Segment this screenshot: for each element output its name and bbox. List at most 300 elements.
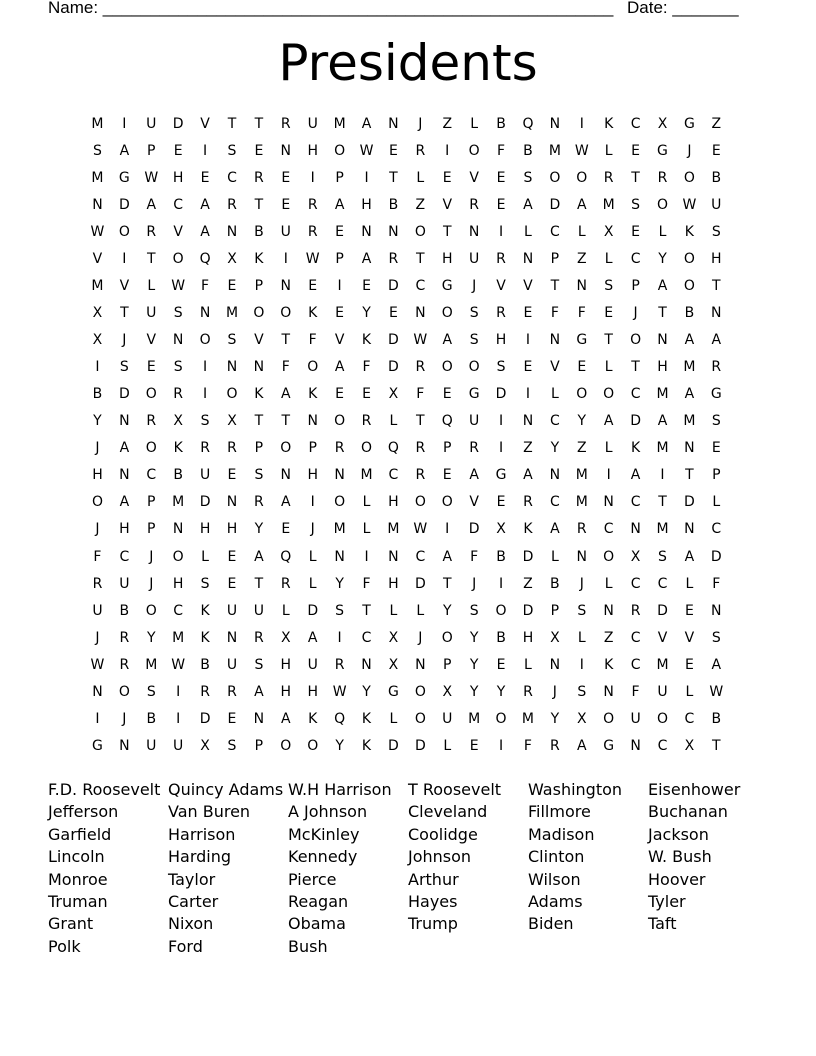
grid-cell: R [523, 494, 533, 511]
grid-cell: X [442, 683, 453, 700]
grid-cell: L [308, 575, 317, 592]
grid-cell: V [523, 278, 533, 295]
grid-cell: H [361, 197, 372, 214]
grid-cell: B [523, 143, 533, 160]
grid-cell: J [122, 710, 127, 727]
grid-cell: L [470, 116, 479, 132]
word-list-item: Harrison [168, 824, 236, 844]
grid-cell: R [227, 683, 237, 700]
word-list-item: Kennedy [288, 847, 358, 867]
grid-cell: X [603, 224, 614, 241]
grid-cell: B [119, 602, 130, 619]
grid-cell: K [200, 629, 210, 646]
grid-cell: O [280, 737, 292, 754]
grid-cell: M [656, 386, 669, 403]
grid-cell: Z [523, 440, 533, 457]
grid-cell: B [200, 656, 210, 673]
grid-cell: K [630, 440, 641, 457]
word-list-item: F.D. Roosevelt [48, 780, 161, 799]
grid-cell: F [281, 359, 290, 376]
grid-cell: K [173, 440, 183, 457]
grid-cell: W [359, 143, 374, 160]
grid-cell: N [226, 224, 238, 241]
grid-cell: R [227, 440, 237, 457]
grid-cell: T [254, 575, 264, 592]
grid-cell: T [550, 278, 560, 295]
grid-cell: L [389, 413, 398, 430]
word-list-item: Washington [528, 780, 623, 799]
grid-cell: D [388, 278, 399, 295]
word-list-item: Wilson [528, 869, 581, 889]
grid-cell: L [604, 359, 613, 376]
word-list-item: Cleveland [408, 802, 488, 822]
grid-cell: O [118, 683, 130, 700]
grid-cell: A [361, 116, 372, 132]
grid-cell: E [442, 386, 452, 403]
word-list-item: Eisenhower [648, 780, 741, 799]
grid-cell: T [712, 737, 721, 754]
grid-cell: N [253, 710, 265, 727]
grid-cell: C [630, 656, 641, 673]
grid-cell: M [548, 143, 561, 160]
grid-cell: R [549, 737, 560, 754]
grid-cell: A [657, 413, 668, 430]
grid-cell: K [684, 224, 694, 241]
grid-cell: V [550, 359, 560, 376]
grid-cell: P [147, 143, 156, 160]
grid-cell: N [226, 494, 238, 511]
word-list-item: Coolidge [408, 824, 478, 844]
grid-cell: O [683, 251, 695, 268]
grid-cell: W [682, 197, 697, 214]
grid-cell: A [146, 197, 157, 214]
grid-cell: P [335, 251, 344, 268]
grid-cell: M [521, 710, 534, 727]
grid-cell: U [711, 197, 722, 214]
date-field-label: Date: _______ [627, 0, 739, 17]
grid-cell: E [496, 494, 506, 511]
grid-cell: N [711, 602, 722, 619]
grid-cell: Y [469, 656, 479, 673]
grid-cell: E [335, 305, 345, 322]
grid-cell: H [199, 521, 211, 538]
grid-cell: A [254, 683, 264, 700]
grid-cell: V [469, 494, 479, 511]
grid-cell: X [657, 116, 668, 132]
grid-cell: M [225, 305, 239, 322]
grid-cell: M [656, 656, 669, 673]
grid-cell: N [361, 224, 372, 241]
grid-cell: F [577, 305, 586, 322]
grid-cell: E [711, 440, 721, 457]
grid-cell: D [388, 359, 399, 376]
grid-cell: O [334, 413, 346, 430]
grid-cell: M [333, 521, 346, 538]
grid-cell: N [388, 548, 399, 565]
grid-cell: O [118, 224, 130, 241]
grid-cell: A [684, 386, 695, 403]
grid-cell: B [496, 629, 506, 646]
grid-cell: R [415, 359, 426, 376]
grid-cell: L [416, 602, 425, 619]
grid-cell: O [199, 332, 211, 349]
grid-cell: N [576, 278, 587, 295]
grid-cell: M [575, 494, 588, 511]
grid-cell: U [146, 305, 157, 322]
grid-cell: E [442, 170, 452, 187]
word-list-item: Adams [528, 891, 583, 911]
grid-cell: T [631, 170, 640, 187]
grid-cell: O [441, 359, 453, 376]
grid-cell: S [335, 602, 345, 619]
grid-cell: X [388, 386, 399, 403]
grid-cell: M [91, 116, 104, 132]
grid-cell: C [711, 521, 722, 538]
grid-cell: P [443, 440, 452, 457]
grid-cell: D [307, 602, 319, 619]
grid-cell: H [307, 467, 318, 484]
grid-cell: N [630, 737, 641, 754]
grid-cell: D [388, 332, 399, 349]
grid-cell: G [92, 737, 103, 754]
grid-cell: K [604, 116, 614, 132]
grid-cell: A [523, 467, 533, 484]
grid-cell: A [361, 251, 372, 268]
grid-cell: E [684, 602, 694, 619]
grid-cell: O [441, 494, 453, 511]
grid-cell: E [362, 278, 371, 295]
grid-cell: O [495, 602, 507, 619]
grid-cell: Y [550, 440, 560, 457]
grid-cell: C [388, 467, 399, 484]
grid-cell: M [360, 467, 373, 484]
grid-cell: J [687, 143, 692, 160]
grid-cell: I [203, 359, 208, 376]
grid-cell: G [387, 683, 399, 700]
grid-cell: I [606, 467, 611, 484]
grid-cell: J [418, 116, 423, 132]
grid-cell: A [576, 737, 587, 754]
grid-cell: Z [576, 440, 587, 457]
grid-cell: U [307, 656, 318, 673]
grid-cell: A [576, 197, 587, 214]
grid-cell: J [579, 575, 584, 592]
grid-cell: E [388, 143, 398, 160]
grid-cell: S [227, 332, 237, 349]
grid-cell: N [684, 521, 695, 538]
grid-cell: A [307, 629, 318, 646]
grid-cell: A [334, 359, 345, 376]
grid-cell: D [710, 548, 722, 565]
grid-cell: S [469, 602, 479, 619]
grid-cell: B [496, 548, 506, 565]
grid-cell: N [522, 413, 534, 430]
grid-cell: D [199, 710, 211, 727]
grid-cell: L [577, 629, 586, 646]
grid-cell: N [549, 656, 561, 673]
grid-cell: B [496, 116, 506, 132]
grid-cell: A [523, 197, 533, 214]
grid-cell: K [254, 251, 264, 268]
grid-cell: O [307, 359, 319, 376]
grid-cell: M [575, 467, 588, 484]
grid-cell: T [389, 170, 398, 187]
grid-cell: S [711, 413, 721, 430]
grid-cell: P [443, 656, 452, 673]
grid-cell: E [227, 710, 237, 727]
word-list-item: Quincy Adams [168, 780, 284, 799]
word-list-item: Truman [48, 891, 108, 911]
grid-cell: D [414, 575, 426, 592]
grid-cell: M [683, 413, 696, 430]
grid-cell: A [119, 143, 130, 160]
grid-cell: U [442, 710, 453, 727]
grid-cell: M [683, 359, 696, 376]
grid-cell: F [362, 359, 371, 376]
grid-cell: S [711, 629, 721, 646]
grid-cell: I [283, 251, 288, 268]
grid-cell: P [254, 440, 264, 457]
grid-cell: A [281, 494, 291, 511]
grid-cell: J [472, 575, 477, 592]
grid-cell: F [308, 332, 317, 349]
grid-cell: I [579, 656, 584, 673]
grid-cell: E [604, 305, 614, 322]
word-list-item: Monroe [48, 869, 108, 889]
grid-cell: E [281, 170, 291, 187]
grid-cell: O [683, 278, 695, 295]
grid-cell: L [685, 575, 694, 592]
grid-cell: N [388, 116, 399, 132]
grid-cell: L [604, 575, 613, 592]
grid-cell: Q [522, 116, 534, 132]
grid-cell: G [710, 386, 722, 403]
grid-cell: I [176, 683, 181, 700]
grid-cell: T [658, 305, 667, 322]
grid-cell: C [173, 602, 184, 619]
grid-cell: A [711, 656, 722, 673]
grid-cell: N [334, 467, 345, 484]
grid-cell: B [173, 467, 183, 484]
grid-cell: N [603, 494, 614, 511]
grid-cell: Y [469, 629, 479, 646]
grid-cell: U [657, 683, 668, 700]
grid-cell: L [416, 170, 425, 187]
grid-cell: R [173, 386, 184, 403]
grid-cell: T [442, 224, 452, 241]
grid-cell: O [334, 143, 346, 160]
grid-cell: M [145, 656, 158, 673]
grid-cell: S [711, 224, 721, 241]
word-list-item: Pierce [288, 869, 337, 889]
grid-cell: C [630, 251, 641, 268]
grid-cell: P [712, 467, 721, 484]
grid-cell: Y [362, 683, 371, 700]
word-list-item: W. Bush [648, 847, 712, 867]
grid-cell: I [364, 548, 369, 565]
grid-cell: R [119, 656, 130, 673]
grid-cell: R [92, 575, 103, 592]
grid-cell: R [657, 170, 668, 187]
grid-cell: K [308, 710, 318, 727]
grid-cell: K [308, 386, 318, 403]
grid-cell: A [630, 467, 641, 484]
grid-cell: G [118, 170, 130, 187]
grid-cell: Y [254, 521, 264, 538]
grid-cell: N [415, 305, 426, 322]
grid-cell: N [172, 332, 184, 349]
grid-cell: O [414, 683, 426, 700]
grid-cell: I [525, 332, 531, 349]
grid-cell: L [362, 521, 371, 538]
grid-cell: U [119, 575, 130, 592]
grid-cell: O [603, 548, 615, 565]
grid-cell: R [200, 440, 210, 457]
grid-cell: F [523, 737, 532, 754]
grid-cell: S [631, 197, 641, 214]
grid-cell: W [574, 143, 589, 160]
grid-cell: K [200, 602, 210, 619]
grid-cell: R [307, 197, 318, 214]
grid-cell: O [441, 629, 453, 646]
grid-cell: X [576, 710, 587, 727]
grid-cell: E [523, 359, 533, 376]
grid-cell: W [332, 683, 347, 700]
grid-cell: V [684, 629, 695, 646]
grid-cell: N [92, 683, 103, 700]
grid-cell: Z [576, 251, 587, 268]
grid-cell: J [633, 305, 638, 322]
grid-cell: O [656, 710, 668, 727]
grid-cell: I [525, 386, 531, 403]
word-list-item: Jefferson [48, 802, 119, 822]
word-list-item: Jackson [648, 824, 709, 844]
word-list-item: Johnson [408, 847, 472, 867]
word-list-item: Carter [168, 891, 219, 911]
grid-cell: K [361, 332, 372, 349]
word-list-item: W.H Harrison [288, 780, 392, 799]
grid-cell: K [308, 305, 318, 322]
grid-cell: H [280, 656, 292, 673]
grid-cell: A [684, 332, 695, 349]
grid-cell: F [631, 683, 640, 700]
grid-cell: L [443, 737, 452, 754]
grid-cell: V [469, 170, 479, 187]
grid-cell: N [119, 737, 130, 754]
grid-cell: R [280, 575, 291, 592]
grid-cell: R [254, 629, 264, 646]
grid-cell: H [711, 251, 722, 268]
grid-cell: E [523, 305, 533, 322]
grid-cell: P [254, 737, 264, 754]
grid-cell: C [173, 197, 184, 214]
word-list-item: Grant [48, 914, 94, 934]
grid-cell: H [172, 170, 184, 187]
grid-cell: Q [441, 413, 453, 430]
grid-cell: O [145, 602, 157, 619]
grid-cell: I [203, 143, 208, 160]
grid-cell: C [549, 413, 560, 430]
grid-cell: X [388, 629, 399, 646]
grid-cell: H [388, 575, 399, 592]
letter-grid [84, 111, 730, 760]
grid-cell: V [92, 251, 103, 268]
grid-cell: O [172, 251, 184, 268]
grid-cell: P [147, 521, 156, 538]
grid-cell: S [254, 467, 264, 484]
grid-cell: X [227, 251, 237, 268]
grid-cell: W [171, 656, 186, 673]
grid-cell: H [92, 467, 103, 484]
grid-cell: Q [387, 440, 399, 457]
grid-cell: G [441, 278, 453, 295]
grid-cell: O [549, 170, 561, 187]
grid-cell: E [362, 386, 371, 403]
word-list-item: Van Buren [168, 802, 251, 822]
grid-cell: L [577, 224, 586, 241]
grid-cell: J [472, 278, 477, 295]
grid-cell: V [173, 224, 183, 241]
grid-cell: S [200, 413, 210, 430]
grid-cell: B [684, 305, 695, 322]
grid-cell: C [119, 548, 130, 565]
grid-cell: Y [442, 602, 452, 619]
grid-cell: F [416, 386, 425, 403]
grid-cell: W [413, 332, 428, 349]
grid-cell: S [93, 143, 102, 160]
grid-cell: Z [711, 116, 722, 132]
grid-cell: O [656, 197, 668, 214]
grid-cell: Y [469, 683, 479, 700]
grid-cell: V [442, 197, 453, 214]
grid-cell: R [415, 467, 426, 484]
grid-cell: U [92, 602, 103, 619]
grid-cell: E [200, 170, 210, 187]
grid-cell: H [307, 683, 318, 700]
grid-cell: F [201, 278, 210, 295]
grid-cell: E [577, 359, 587, 376]
grid-cell: V [200, 116, 210, 132]
grid-cell: O [280, 305, 292, 322]
grid-cell: Z [603, 629, 614, 646]
grid-cell: N [549, 332, 561, 349]
grid-cell: X [684, 737, 695, 754]
grid-cell: E [281, 521, 291, 538]
grid-cell: N [253, 359, 265, 376]
grid-cell: L [389, 602, 398, 619]
grid-cell: I [579, 116, 584, 132]
grid-cell: A [334, 197, 345, 214]
word-list-item: Clinton [528, 847, 585, 867]
grid-cell: O [145, 440, 157, 457]
grid-cell: S [173, 359, 183, 376]
grid-cell: D [414, 737, 426, 754]
grid-cell: U [146, 116, 157, 132]
grid-cell: T [120, 305, 129, 322]
word-list-item: Taft [648, 914, 677, 934]
grid-cell: N [549, 116, 561, 132]
word-list-item: Hoover [648, 869, 706, 889]
grid-cell: S [523, 170, 533, 187]
grid-cell: R [711, 359, 722, 376]
grid-cell: N [119, 467, 130, 484]
grid-cell: V [254, 332, 264, 349]
grid-cell: T [254, 116, 264, 132]
grid-cell: O [145, 386, 157, 403]
grid-cell: O [253, 305, 265, 322]
grid-cell: D [630, 413, 641, 430]
grid-cell: C [227, 170, 237, 187]
